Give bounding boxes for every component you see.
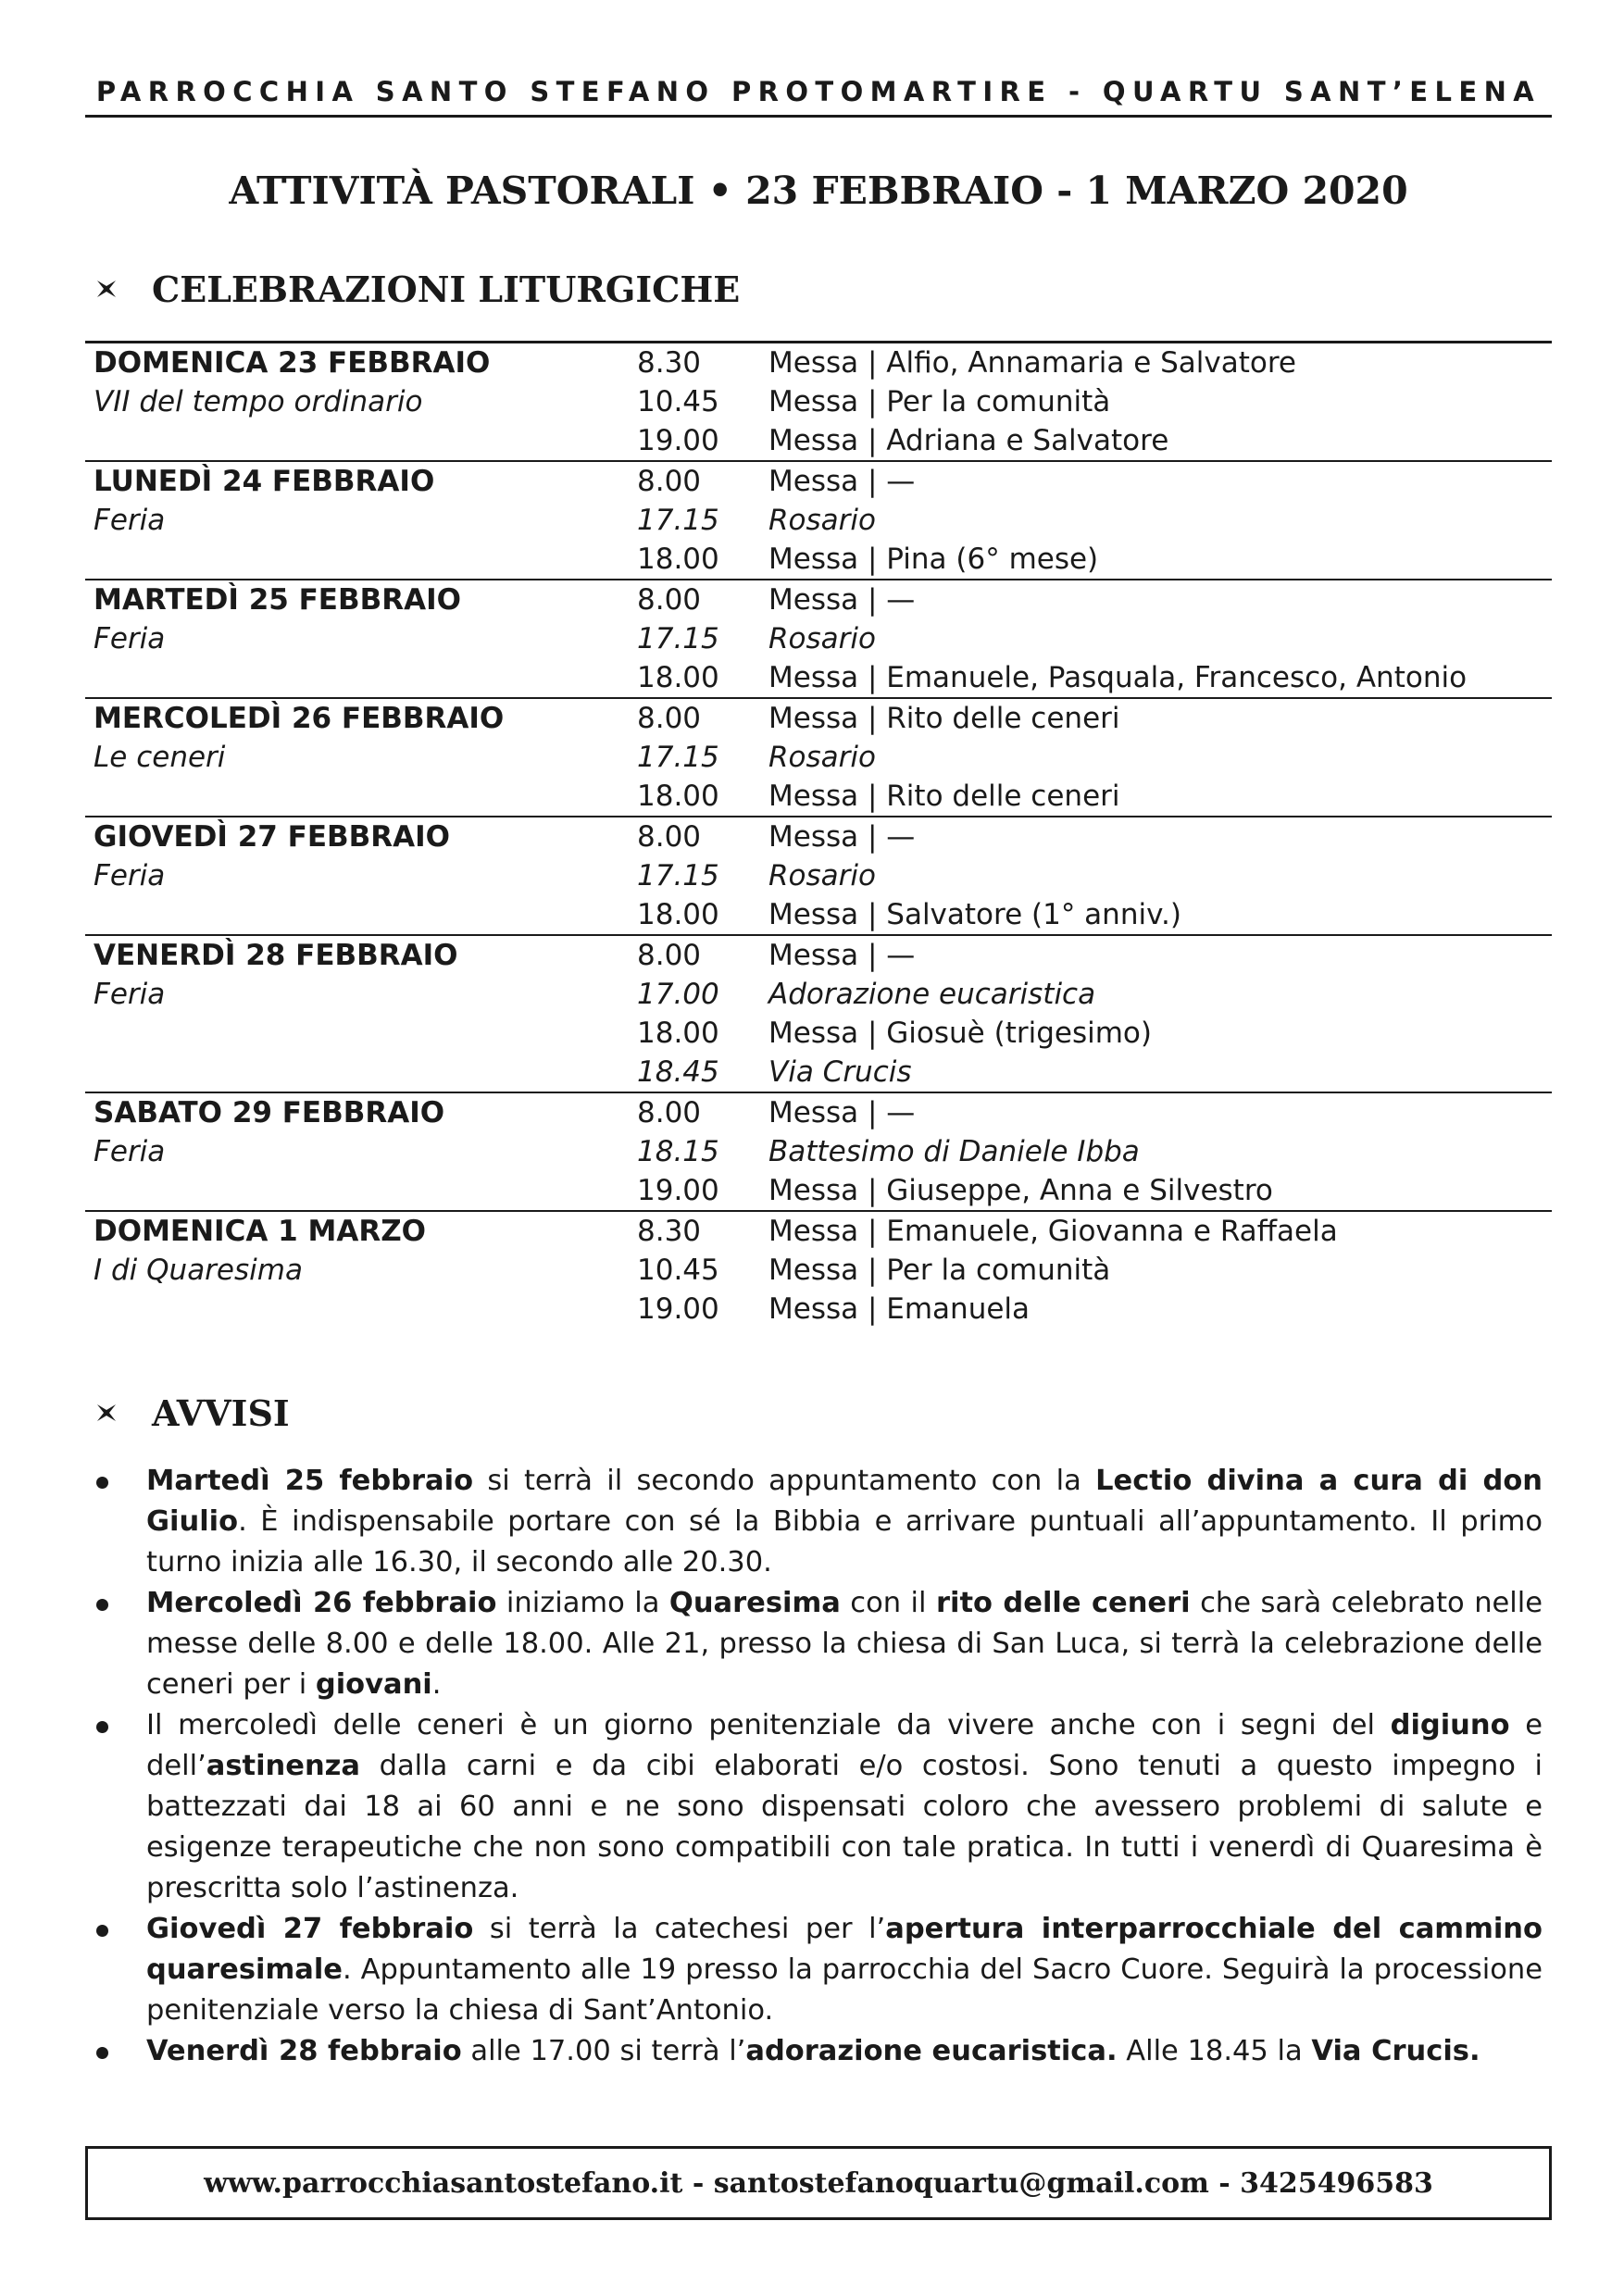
bullet-icon [96, 1925, 108, 1937]
notice-text: . Appuntamento alle 19 presso la parrocchia del Sacro Cuore. Seguirà la processione penitenziale verso la chiesa di Sant’Antonio. [146, 1953, 1543, 2027]
event-description: Messa | Alfio, Annamaria e Salvatore [768, 346, 1297, 380]
day-group [85, 343, 1552, 462]
event-time: 17.00 [637, 978, 719, 1011]
event-time: 17.15 [637, 504, 719, 537]
notice-text: con il [840, 1587, 936, 1619]
day-name: VENERDÌ 28 FEBBRAIO [94, 939, 458, 972]
parish-header: PARROCCHIA SANTO STEFANO PROTOMARTIRE - QUARTU SANT’ELENA [95, 76, 1542, 107]
notice-emphasis: adorazione eucaristica. [745, 2035, 1118, 2067]
notice-item [85, 1583, 1543, 1705]
document-title: ATTIVITÀ PASTORALI • 23 FEBBRAIO - 1 MARZO 2020 [229, 168, 1408, 213]
event-description: Rosario [768, 622, 876, 655]
schedule-row [85, 461, 1552, 501]
notice-item [85, 2031, 1543, 2072]
schedule-row [85, 1290, 1552, 1329]
liturgical-day: Feria [94, 622, 166, 655]
notice-text: . [431, 1668, 442, 1701]
schedule-row [85, 1053, 1552, 1092]
event-description: Battesimo di Daniele Ibba [768, 1135, 1140, 1168]
footer-contacts: www.parrocchiasantostefano.it - santostefanoquartu@gmail.com - 3425496583 [204, 2166, 1433, 2200]
schedule-row [85, 1251, 1552, 1290]
empty-cell [85, 1171, 637, 1211]
event-description: Messa | Emanuela [768, 1292, 1031, 1326]
day-group [85, 935, 1552, 1092]
day-name: GIOVEDÌ 27 FEBBRAIO [94, 820, 451, 854]
notice-text: . È indispensabile portare con sé la Bibbia e arrivare puntuali all’appuntamento. Il primo turno inizia alle 16.30, il secondo alle 20.30. [146, 1505, 1543, 1578]
event-description: Messa | — [768, 465, 916, 498]
event-time: 8.00 [637, 1096, 702, 1129]
notice-emphasis: Lectio divina a cura di don Giulio [146, 1465, 1543, 1538]
event-description: Messa | Emanuele, Pasquala, Francesco, Antonio [768, 661, 1468, 694]
schedule-row [85, 817, 1552, 856]
empty-cell [85, 421, 637, 461]
liturgical-day: Feria [94, 978, 166, 1011]
schedule-row [85, 501, 1552, 540]
bullet-icon [96, 1721, 108, 1733]
liturgical-day: I di Quaresima [94, 1254, 303, 1287]
event-time: 17.15 [637, 859, 719, 892]
empty-cell [85, 1014, 637, 1053]
schedule-row [85, 343, 1552, 383]
event-description: Messa | Adriana e Salvatore [768, 424, 1169, 457]
event-time: 17.15 [637, 741, 719, 774]
event-description: Messa | — [768, 583, 916, 617]
notice-emphasis: digiuno [1390, 1709, 1510, 1741]
section-ornament-icon [96, 279, 117, 299]
schedule-row [85, 382, 1552, 421]
notice-text: Il mercoledì delle ceneri è un giorno penitenziale da vivere anche con i segni del [146, 1709, 1391, 1741]
notice-item [85, 1461, 1543, 1583]
event-time: 10.45 [637, 1254, 719, 1287]
event-time: 10.45 [637, 385, 719, 418]
event-time: 17.15 [637, 622, 719, 655]
schedule-row [85, 658, 1552, 698]
notice-text: si terrà il secondo appuntamento con la [473, 1465, 1096, 1497]
event-time: 8.00 [637, 465, 702, 498]
liturgical-day: Feria [94, 859, 166, 892]
notice-text: iniziamo la [496, 1587, 669, 1619]
schedule-row [85, 856, 1552, 895]
day-name: MARTEDÌ 25 FEBBRAIO [94, 583, 461, 617]
notice-emphasis: Venerdì 28 febbraio [146, 2035, 462, 2067]
footer-contact-box [85, 2146, 1552, 2220]
schedule-row [85, 1211, 1552, 1251]
notice-text: alle 17.00 si terrà l’ [461, 2035, 746, 2067]
notice-item [85, 1705, 1543, 1909]
event-time: 8.30 [637, 346, 702, 380]
event-description: Messa | Giuseppe, Anna e Silvestro [768, 1174, 1273, 1207]
section-ornament-icon [96, 1403, 117, 1423]
schedule-row [85, 580, 1552, 619]
empty-cell [85, 777, 637, 817]
event-time: 18.45 [637, 1055, 719, 1089]
day-group [85, 1092, 1552, 1211]
empty-cell [85, 1053, 637, 1092]
event-time: 8.30 [637, 1215, 702, 1248]
event-time: 18.00 [637, 661, 719, 694]
schedule-row [85, 895, 1552, 935]
event-description: Messa | Salvatore (1° anniv.) [768, 898, 1181, 931]
liturgical-day: Le ceneri [94, 741, 226, 774]
event-time: 18.15 [637, 1135, 719, 1168]
event-time: 8.00 [637, 939, 702, 972]
schedule-row [85, 421, 1552, 461]
schedule-row [85, 619, 1552, 658]
event-description: Messa | Per la comunità [768, 1254, 1111, 1287]
notice-text: e dell’ [146, 1709, 1543, 1782]
event-time: 18.00 [637, 1017, 719, 1050]
event-time: 18.00 [637, 780, 719, 813]
notices-list [85, 1461, 1543, 2072]
schedule-row [85, 975, 1552, 1014]
schedule-row [85, 698, 1552, 738]
event-time: 18.00 [637, 898, 719, 931]
liturgical-schedule-table [85, 341, 1552, 1329]
event-description: Adorazione eucaristica [768, 978, 1096, 1011]
notice-text: si terrà la catechesi per l’ [473, 1913, 886, 1945]
notice-emphasis: apertura interparrocchiale del cammino quaresimale [146, 1913, 1543, 1986]
event-description: Messa | Per la comunità [768, 385, 1111, 418]
day-name: DOMENICA 1 MARZO [94, 1215, 427, 1248]
event-time: 8.00 [637, 583, 702, 617]
day-group [85, 461, 1552, 580]
event-time: 19.00 [637, 1292, 719, 1326]
event-description: Rosario [768, 859, 876, 892]
section-avvisi-heading [96, 1389, 290, 1437]
bullet-icon [96, 2047, 108, 2059]
empty-cell [85, 895, 637, 935]
section-celebrazioni-heading [96, 265, 740, 313]
schedule-row [85, 1092, 1552, 1132]
event-time: 19.00 [637, 1174, 719, 1207]
schedule-row [85, 935, 1552, 975]
day-name: LUNEDÌ 24 FEBBRAIO [94, 465, 435, 498]
event-description: Messa | Giosuè (trigesimo) [768, 1017, 1152, 1050]
notice-text: dalla carni e da cibi elaborati e/o costosi. Sono tenuti a questo impegno i battezzati dai 18 ai 60 anni e ne sono dispensati coloro che avessero problemi di salute e esigenze terapeutiche che non sono compatibili con tale pratica. In tutti i venerdì di Quaresima è prescritta solo l’astinenza. [146, 1750, 1543, 1904]
liturgical-day: Feria [94, 504, 166, 537]
notice-item [85, 1909, 1543, 2031]
event-time: 8.00 [637, 820, 702, 854]
event-description: Messa | Pina (6° mese) [768, 543, 1099, 576]
event-time: 8.00 [637, 702, 702, 735]
day-group [85, 580, 1552, 698]
day-group [85, 1211, 1552, 1329]
header-rule [85, 115, 1552, 118]
bullet-icon [96, 1599, 108, 1611]
notice-text: Alle 18.45 la [1117, 2035, 1312, 2067]
event-description: Messa | — [768, 820, 916, 854]
day-group [85, 698, 1552, 817]
notice-emphasis: Via Crucis. [1311, 2035, 1480, 2067]
schedule-row [85, 1132, 1552, 1171]
notice-emphasis: giovani [315, 1668, 432, 1701]
empty-cell [85, 1290, 637, 1329]
empty-cell [85, 658, 637, 698]
schedule-row [85, 1014, 1552, 1053]
notice-emphasis: Mercoledì 26 febbraio [146, 1587, 497, 1619]
notice-emphasis: Martedì 25 febbraio [146, 1465, 474, 1497]
schedule-row [85, 738, 1552, 777]
section-title: AVVISI [152, 1391, 290, 1434]
day-name: MERCOLEDÌ 26 FEBBRAIO [94, 702, 505, 735]
day-name: DOMENICA 23 FEBBRAIO [94, 346, 491, 380]
day-group [85, 817, 1552, 935]
schedule-row [85, 540, 1552, 580]
notice-emphasis: Quaresima [668, 1587, 841, 1619]
empty-cell [85, 540, 637, 580]
event-description: Rosario [768, 741, 876, 774]
section-title: CELEBRAZIONI LITURGICHE [152, 268, 741, 310]
event-description: Messa | Rito delle ceneri [768, 780, 1120, 813]
event-time: 18.00 [637, 543, 719, 576]
notice-emphasis: astinenza [206, 1750, 360, 1782]
event-description: Via Crucis [768, 1055, 912, 1089]
schedule-row [85, 1171, 1552, 1211]
notice-emphasis: Giovedì 27 febbraio [146, 1913, 474, 1945]
event-time: 19.00 [637, 424, 719, 457]
liturgical-day: Feria [94, 1135, 166, 1168]
day-name: SABATO 29 FEBBRAIO [94, 1096, 445, 1129]
event-description: Rosario [768, 504, 876, 537]
bullet-icon [96, 1477, 108, 1489]
notice-text: che sarà celebrato nelle messe delle 8.00 e delle 18.00. Alle 21, presso la chiesa di San Luca, si terrà la celebrazione delle ceneri per i [146, 1587, 1543, 1701]
schedule-row [85, 777, 1552, 817]
event-description: Messa | Rito delle ceneri [768, 702, 1120, 735]
notice-emphasis: rito delle ceneri [935, 1587, 1191, 1619]
event-description: Messa | Emanuele, Giovanna e Raffaela [768, 1215, 1338, 1248]
event-description: Messa | — [768, 939, 916, 972]
liturgical-day: VII del tempo ordinario [94, 385, 423, 418]
event-description: Messa | — [768, 1096, 916, 1129]
